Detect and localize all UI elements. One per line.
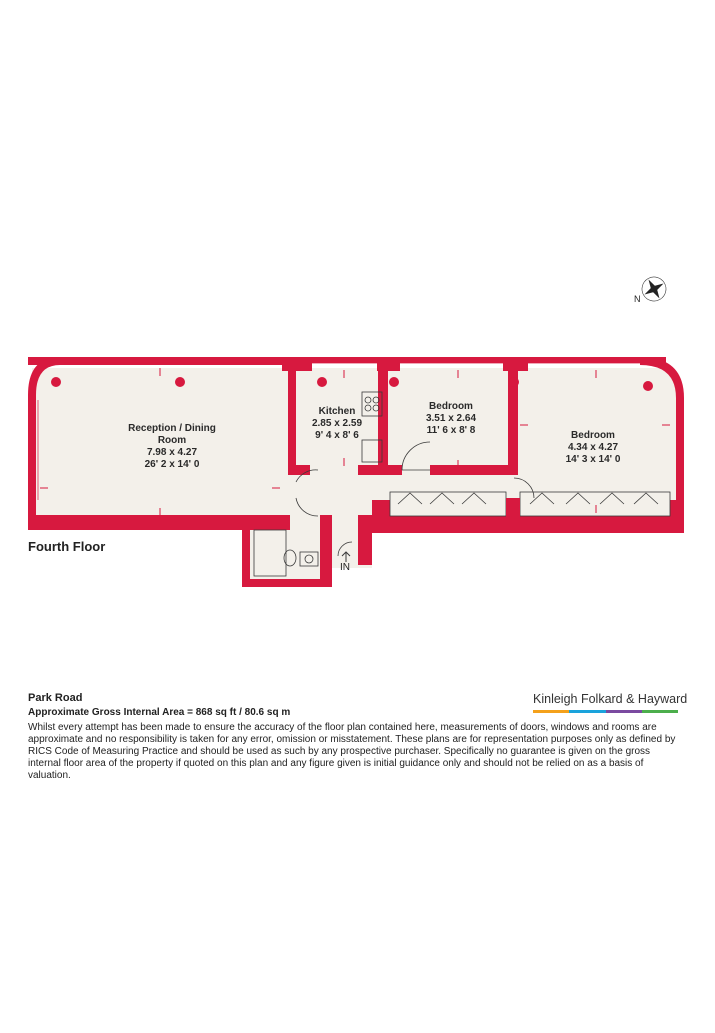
entrance-label: IN	[340, 562, 350, 573]
disclaimer-text: Whilst every attempt has been made to ensure the accuracy of the floor plan contained here, measurements of doors, windows and rooms are approximate and no responsibility is taken for any error, omission or misstatement. These plans are for representation purposes only as defined by RICS Code of Measuring Practice and should be used as such by any prospective purchaser. Specifically no guarantee is given on the gross internal floor area of the property if quoted on this plan and any figure given is initial guidance only and should not be relied on as a basis of valuation.	[28, 722, 676, 781]
property-name: Park Road	[28, 692, 83, 704]
room-label-kitchen-metric: 2.85 x 2.59	[311, 418, 363, 429]
brand-logo	[533, 692, 688, 713]
room-label-reception-metric: 7.98 x 4.27	[146, 447, 198, 458]
room-label-bedroom1-imperial: 11' 6 x 8' 8	[426, 425, 476, 436]
brand-bar-segment	[533, 710, 569, 713]
room-label-bedroom1-name: Bedroom	[429, 401, 473, 412]
room-label-reception-name: Reception / Dining	[128, 423, 216, 434]
brand-name: Kinleigh Folkard & Hayward	[533, 692, 688, 706]
wardrobes	[390, 492, 670, 518]
room-label-bedroom2-imperial: 14' 3 x 14' 0	[565, 454, 621, 465]
room-label-kitchen-name: Kitchen	[318, 406, 356, 417]
brand-bar-segment	[606, 710, 642, 713]
compass-icon	[638, 273, 671, 306]
room-label-bedroom2-name: Bedroom	[571, 430, 615, 441]
floor-label: Fourth Floor	[28, 539, 106, 554]
brand-bar-segment	[642, 710, 678, 713]
brand-bar-segment	[569, 710, 605, 713]
room-label-reception-imperial: 26' 2 x 14' 0	[144, 459, 200, 470]
room-label-bedroom1-metric: 3.51 x 2.64	[425, 413, 477, 424]
room-label-bedroom2-metric: 4.34 x 4.27	[567, 442, 619, 453]
compass-north-label: N	[634, 294, 641, 304]
floor-area	[32, 368, 678, 580]
gross-internal-area: Approximate Gross Internal Area = 868 sq ft / 80.6 sq m	[28, 707, 291, 718]
room-label-kitchen-imperial: 9' 4 x 8' 6	[315, 430, 359, 441]
brand-color-bar	[533, 710, 678, 713]
room-label-reception-name-2: Room	[157, 435, 187, 446]
